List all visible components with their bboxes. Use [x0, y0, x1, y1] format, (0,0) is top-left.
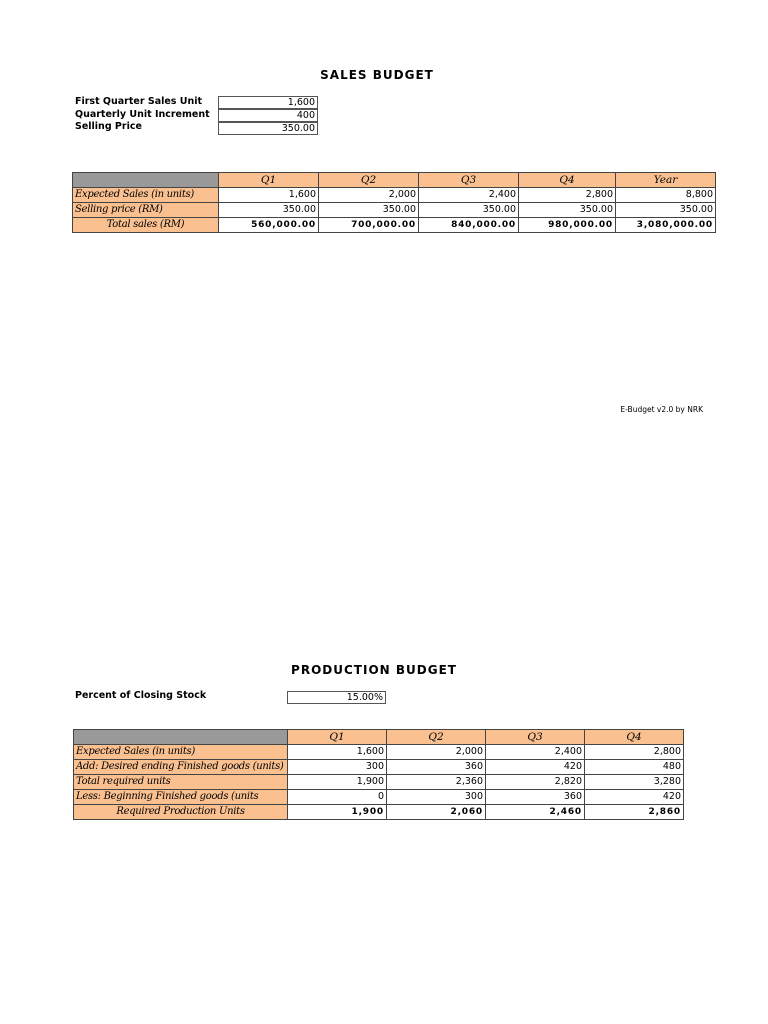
column-header-q3: Q3 — [419, 173, 519, 188]
row-label: Expected Sales (in units) — [74, 745, 288, 760]
header-row — [74, 730, 684, 745]
first-quarter-sales-unit-input[interactable]: 1,600 — [218, 96, 318, 109]
header-row — [73, 173, 716, 188]
sales-budget-title: SALES BUDGET — [320, 68, 434, 82]
sales-budget-table — [72, 172, 716, 233]
cell-value[interactable]: 2,360 — [387, 775, 486, 790]
column-header-q2: Q2 — [387, 730, 486, 745]
cell-value[interactable]: 2,800 — [585, 745, 684, 760]
cell-value[interactable]: 2,460 — [486, 805, 585, 820]
total-row — [74, 805, 684, 820]
cell-value[interactable]: 2,860 — [585, 805, 684, 820]
column-header-q4: Q4 — [519, 173, 616, 188]
quarterly-unit-increment-input[interactable]: 400 — [218, 109, 318, 122]
cell-value[interactable]: 2,800 — [519, 188, 616, 203]
cell-value[interactable]: 8,800 — [616, 188, 716, 203]
row-label: Total sales (RM) — [73, 218, 219, 233]
row-label: Less: Beginning Finished goods (units — [74, 790, 288, 805]
cell-value[interactable]: 2,000 — [387, 745, 486, 760]
column-header-q1: Q1 — [219, 173, 319, 188]
cell-value[interactable]: 300 — [288, 760, 387, 775]
cell-value[interactable]: 1,900 — [288, 805, 387, 820]
cell-value[interactable]: 700,000.00 — [319, 218, 419, 233]
cell-value[interactable]: 2,820 — [486, 775, 585, 790]
cell-value[interactable]: 350.00 — [219, 203, 319, 218]
table-row — [74, 790, 684, 805]
column-header-q1: Q1 — [288, 730, 387, 745]
row-label: Total required units — [74, 775, 288, 790]
row-label: Expected Sales (in units) — [73, 188, 219, 203]
quarterly-unit-increment-label: Quarterly Unit Increment — [75, 108, 210, 120]
table-row — [74, 760, 684, 775]
selling-price-input[interactable]: 350.00 — [218, 122, 318, 135]
cell-value[interactable]: 0 — [288, 790, 387, 805]
corner-cell — [73, 173, 219, 188]
cell-value[interactable]: 350.00 — [319, 203, 419, 218]
cell-value[interactable]: 2,400 — [486, 745, 585, 760]
cell-value[interactable]: 350.00 — [519, 203, 616, 218]
credit-text: E-Budget v2.0 by NRK — [620, 405, 703, 414]
row-label: Selling price (RM) — [73, 203, 219, 218]
production-budget-title: PRODUCTION BUDGET — [291, 663, 457, 677]
row-label: Required Production Units — [74, 805, 288, 820]
production-budget-table — [73, 729, 684, 820]
sales-input-labels — [75, 96, 210, 134]
cell-value[interactable]: 1,900 — [288, 775, 387, 790]
first-quarter-sales-unit-label: First Quarter Sales Unit — [75, 96, 203, 107]
cell-value[interactable]: 840,000.00 — [419, 218, 519, 233]
row-label: Add: Desired ending Finished goods (units) — [74, 760, 288, 775]
table-row — [74, 775, 684, 790]
table-row — [74, 745, 684, 760]
cell-value[interactable]: 480 — [585, 760, 684, 775]
column-header-year: Year — [616, 173, 716, 188]
cell-value[interactable]: 360 — [486, 790, 585, 805]
cell-value[interactable]: 980,000.00 — [519, 218, 616, 233]
table-row — [73, 203, 716, 218]
cell-value[interactable]: 3,280 — [585, 775, 684, 790]
cell-value[interactable]: 1,600 — [219, 188, 319, 203]
cell-value[interactable]: 350.00 — [419, 203, 519, 218]
percent-closing-stock-label: Percent of Closing Stock — [75, 690, 207, 701]
cell-value[interactable]: 2,400 — [419, 188, 519, 203]
percent-closing-stock-input[interactable]: 15.00% — [287, 691, 386, 704]
selling-price-label: Selling Price — [75, 121, 142, 132]
table-row — [73, 188, 716, 203]
column-header-q2: Q2 — [319, 173, 419, 188]
column-header-q3: Q3 — [486, 730, 585, 745]
cell-value[interactable]: 1,600 — [288, 745, 387, 760]
cell-value[interactable]: 560,000.00 — [219, 218, 319, 233]
cell-value[interactable]: 2,000 — [319, 188, 419, 203]
total-row — [73, 218, 716, 233]
cell-value[interactable]: 350.00 — [616, 203, 716, 218]
cell-value[interactable]: 2,060 — [387, 805, 486, 820]
corner-cell — [74, 730, 288, 745]
cell-value[interactable]: 420 — [486, 760, 585, 775]
cell-value[interactable]: 300 — [387, 790, 486, 805]
column-header-q4: Q4 — [585, 730, 684, 745]
cell-value[interactable]: 420 — [585, 790, 684, 805]
cell-value[interactable]: 360 — [387, 760, 486, 775]
cell-value[interactable]: 3,080,000.00 — [616, 218, 716, 233]
